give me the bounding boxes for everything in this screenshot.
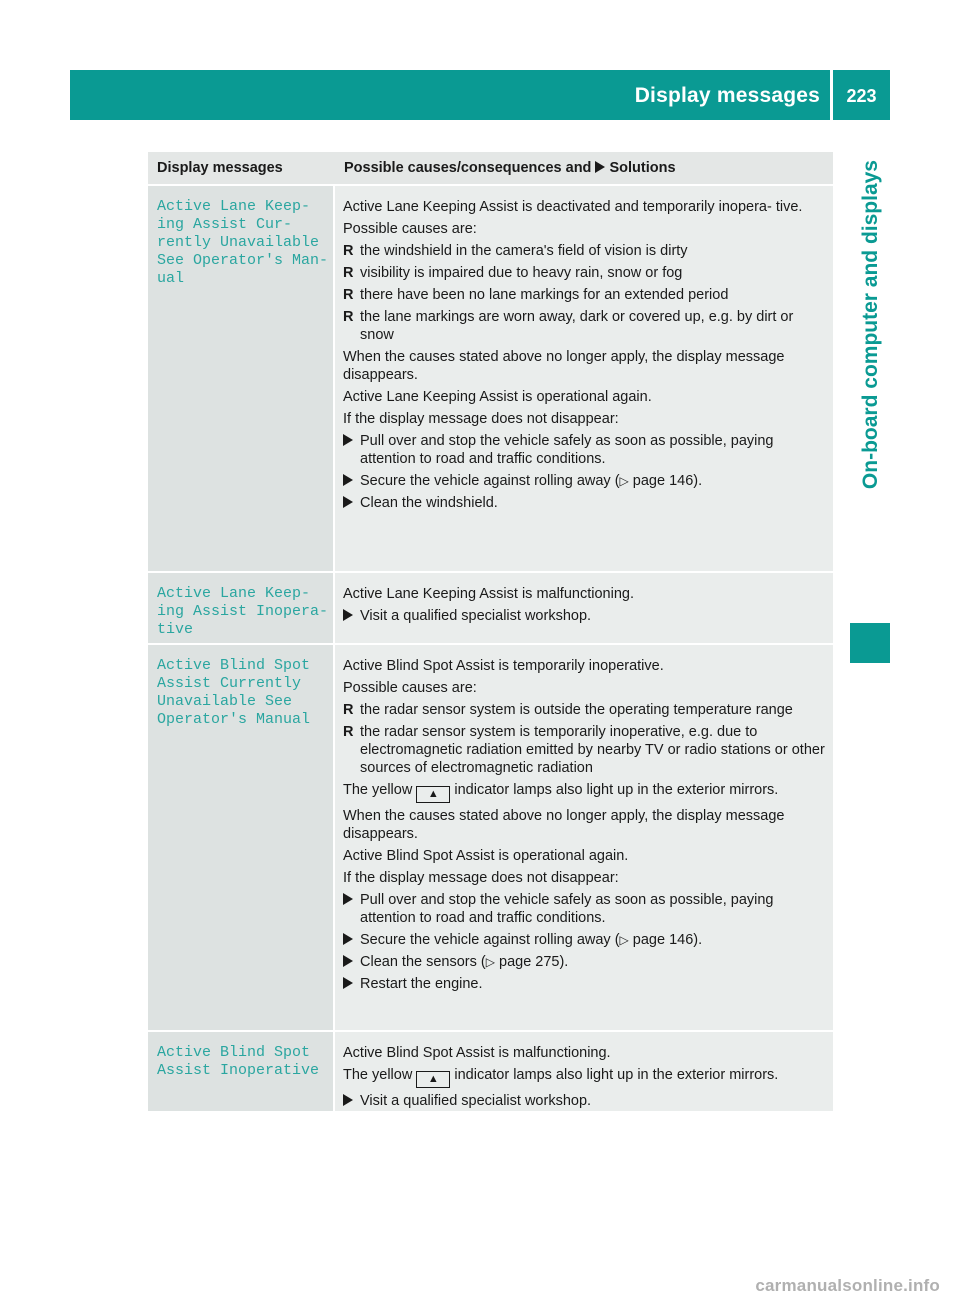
table-header-row [148, 152, 833, 186]
solution-step: Clean the sensors (▷ page 275). [343, 953, 827, 971]
paragraph: If the display message does not disappear: [343, 411, 619, 427]
display-message: Active Lane Keep‐ ing Assist Cur‐ rently Unavailable See Operator's Man‐ ual [157, 198, 329, 287]
paragraph: When the causes stated above no longer apply, the display message disappears. [343, 349, 785, 383]
side-tab-marker [850, 623, 890, 663]
description: Active Lane Keeping Assist is malfunctioning. [343, 586, 634, 602]
paragraph: The yellow ▲ indicator lamps also light up in the exterior mirrors. [343, 781, 827, 803]
column-header-solutions-label: Solutions [609, 160, 676, 176]
solution-step: Secure the vehicle against rolling away (▷ page 146). [343, 472, 827, 490]
page-ref-icon: ▷ [619, 933, 629, 947]
paragraph: The yellow ▲ indicator lamps also light up in the exterior mirrors. [343, 1066, 827, 1088]
page-ref-icon: ▷ [485, 955, 495, 969]
column-header-causes [335, 151, 833, 185]
display-messages-table [148, 152, 833, 1113]
table-row [148, 573, 833, 645]
paragraph: Active Lane Keeping Assist is operational again. [343, 389, 652, 405]
arrow-icon [343, 434, 353, 446]
solution-step: Visit a qualified specialist workshop. [343, 1092, 827, 1110]
side-tab-label: On-board computer and displays [859, 160, 882, 490]
blind-spot-lamp-icon: ▲ [416, 786, 450, 803]
watermark: carmanualsonline.info [755, 1276, 940, 1295]
table-row [148, 1032, 833, 1113]
arrow-icon [343, 474, 353, 486]
page-ref-link[interactable]: page 275). [499, 954, 569, 970]
arrow-icon [343, 955, 353, 967]
paragraph: When the causes stated above no longer apply, the display message disappears. [343, 808, 785, 842]
bullet-icon: R [343, 724, 354, 740]
bullet-icon: R [343, 265, 354, 281]
solution-step: Pull over and stop the vehicle safely as soon as possible, paying attention to road and traffic conditions. [343, 432, 827, 468]
page-ref-link[interactable]: page 146). [632, 473, 703, 489]
description: Active Lane Keeping Assist is deactivated and temporarily inopera‐ tive. [343, 199, 803, 215]
paragraph: If the display message does not disappear: [343, 870, 619, 886]
description: Active Blind Spot Assist is malfunctioning. [343, 1045, 611, 1061]
column-header-causes-label: Possible causes/consequences and [344, 160, 592, 176]
page-ref-icon: ▷ [619, 474, 629, 488]
cause-item: R the lane markings are worn away, dark or covered up, e.g. by dirt or snow [343, 309, 794, 343]
bullet-icon: R [343, 243, 354, 259]
paragraph: Active Blind Spot Assist is operational again. [343, 848, 629, 864]
cause-item: R the radar sensor system is outside the operating temperature range [343, 702, 793, 718]
cause-item: R there have been no lane markings for an extended period [343, 287, 729, 303]
bullet-icon: R [343, 309, 354, 325]
cause-item: R visibility is impaired due to heavy rain, snow or fog [343, 265, 683, 281]
arrow-icon [343, 933, 353, 945]
bullet-icon: R [343, 702, 354, 718]
page-ref-link[interactable]: page 146). [632, 932, 703, 948]
arrow-icon [343, 496, 353, 508]
solution-step: Visit a qualified specialist workshop. [343, 607, 827, 625]
solution-step: Pull over and stop the vehicle safely as soon as possible, paying attention to road and traffic conditions. [343, 891, 827, 927]
solution-step: Restart the engine. [343, 975, 827, 993]
display-message: Active Blind Spot Assist Currently Unavailable See Operator's Manual [157, 657, 311, 728]
arrow-icon [595, 161, 605, 173]
column-header-messages: Display messages [157, 160, 283, 176]
cause-item: R the radar sensor system is temporarily inoperative, e.g. due to electromagnetic radiation emitted by nearby TV or radio stations or other sources of electromagnetic radiation [343, 724, 825, 776]
solution-step: Secure the vehicle against rolling away (▷ page 146). [343, 931, 827, 949]
table-row [148, 186, 833, 573]
causes-heading: Possible causes are: [343, 221, 477, 237]
page-number: 223 [846, 86, 877, 106]
arrow-icon [343, 1094, 353, 1106]
cause-item: R the windshield in the camera's field of vision is dirty [343, 243, 688, 259]
arrow-icon [343, 893, 353, 905]
table-row [148, 645, 833, 1032]
blind-spot-lamp-icon: ▲ [416, 1071, 450, 1088]
display-message: Active Blind Spot Assist Inoperative [157, 1044, 320, 1079]
page-title: Display messages [634, 84, 820, 107]
display-message: Active Lane Keep‐ ing Assist Inopera‐ tive [157, 585, 329, 638]
arrow-icon [343, 609, 353, 621]
causes-heading: Possible causes are: [343, 680, 477, 696]
arrow-icon [343, 977, 353, 989]
description: Active Blind Spot Assist is temporarily inoperative. [343, 658, 664, 674]
bullet-icon: R [343, 287, 354, 303]
side-tab [850, 160, 890, 600]
solution-step: Clean the windshield. [343, 494, 827, 512]
